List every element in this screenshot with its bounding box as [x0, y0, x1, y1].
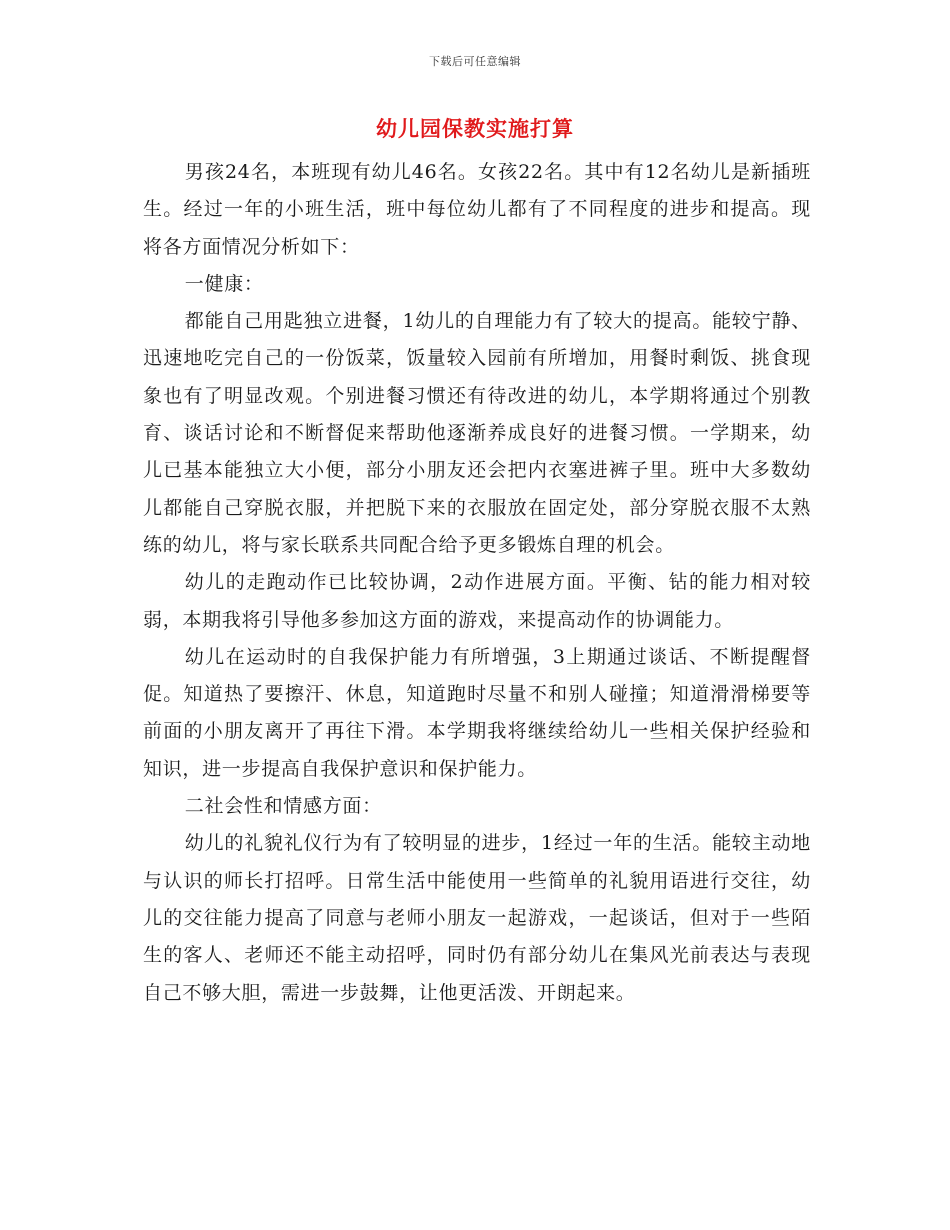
header-note: 下载后可任意编辑: [429, 55, 521, 68]
section-heading-health: 一健康：: [184, 272, 264, 295]
paragraph-intro: 男孩24名，本班现有幼儿46名。女孩22名。其中有12名幼儿是新插班生。经过一年的小班生活，班中每位幼儿都有了不同程度的进步和提高。现将各方面情况分析如下：: [143, 161, 811, 258]
section-heading-social: 二社会性和情感方面：: [184, 795, 382, 818]
paragraph-etiquette: 幼儿的礼貌礼仪行为有了较明显的进步，1经过一年的生活。能较主动地与认识的师长打招呼。日常生活中能使用一些简单的礼貌用语进行交往，幼儿的交往能力提高了同意与老师小朋友一起游戏，一起谈话，但对于一些陌生的客人、老师还不能主动招呼，同时仍有部分幼儿在集风光前表达与表现自己不够大胆，需进一步鼓舞，让他更活泼、开朗起来。: [143, 832, 811, 1004]
paragraph-motor-skills: 幼儿的走跑动作已比较协调，2动作进展方面。平衡、钻的能力相对较弱，本期我将引导他多参加这方面的游戏，来提高动作的协调能力。: [143, 571, 811, 631]
paragraph-self-care: 都能自己用匙独立进餐，1幼儿的自理能力有了较大的提高。能较宁静、迅速地吃完自己的一份饭菜，饭量较入园前有所增加，用餐时剩饭、挑食现象也有了明显改观。个别进餐习惯还有待改进的幼儿，本学期将通过个别教育、谈话讨论和不断督促来帮助他逐渐养成良好的进餐习惯。一学期来，幼儿已基本能独立大小便，部分小朋友还会把内衣塞进裤子里。班中大多数幼儿都能自己穿脱衣服，并把脱下来的衣服放在固定处，部分穿脱衣服不太熟练的幼儿，将与家长联系共同配合给予更多锻炼自理的机会。: [143, 310, 811, 556]
paragraph-self-protection: 幼儿在运动时的自我保护能力有所增强，3上期通过谈话、不断提醒督促。知道热了要擦汗、休息，知道跑时尽量不和别人碰撞；知道滑滑梯要等前面的小朋友离开了再往下滑。本学期我将继续给幼儿一些相关保护经验和知识，进一步提高自我保护意识和保护能力。: [143, 645, 811, 780]
document-title: 幼儿园保教实施打算: [376, 116, 574, 141]
document-body: [143, 154, 811, 1012]
